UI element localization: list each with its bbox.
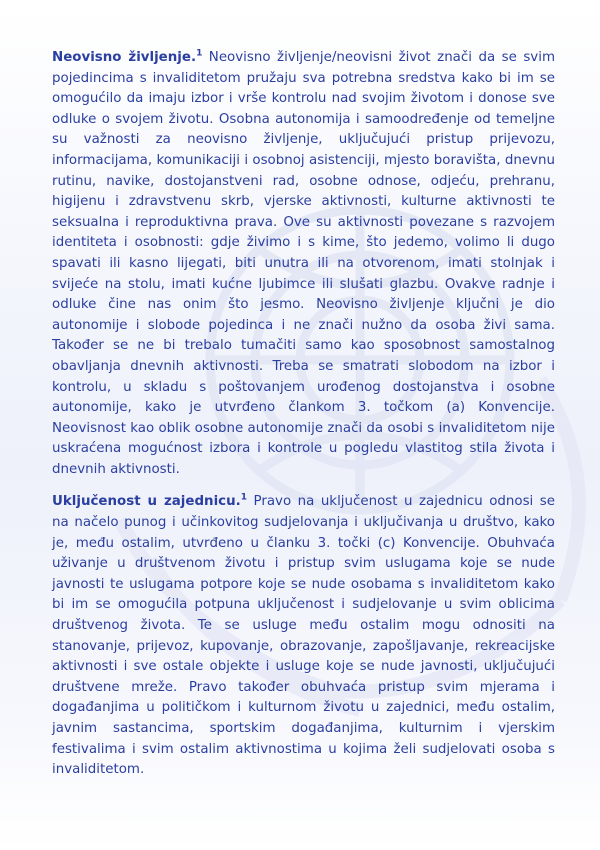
document-text	[52, 48, 555, 781]
paragraph-heading: Uključenost u zajednicu.	[52, 494, 241, 510]
paragraph-independent-living	[52, 48, 555, 480]
footnote-marker: 1	[196, 48, 203, 59]
paragraph-body: Neovisno življenje/neovisni život znači da se svim pojedincima s invaliditetom pružaju sva potrebna sredstva kako bi im se omogućilo da imaju izbor i vrše kontrolu nad svojim životom i donose sve odluke o svojem životu. Osobna autonomija i samoodređenje od temeljne su važnosti za neovisno življenje, uključujući pristup prijevozu, informacijama, komunikaciji i osobnoj asistenciji, mjesto boravišta, dnevnu rutinu, navike, dostojanstveni rad, osobne odnose, odjeću, prehranu, higijenu i zdravstvenu skrb, vjerske aktivnosti, kulturne aktivnosti te seksualna i reproduktivna prava. Ove su aktivnosti povezane s razvojem identiteta i osobnosti: gdje živimo i s kime, što jedemo, volimo li dugo spavati ili kasno lijegati, biti unutra ili na otvorenom, imati stolnjak i svijeće na stolu, imati kućne ljubimce ili slušati glazbu. Ovakve radnje i odluke čine nas onim što jesmo. Neovisno življenje ključni je dio autonomije i slobode pojedinca i ne znači nužno da osoba živi sama. Također se ne bi trebalo tumačiti samo kao sposobnost samostalnog obavljanja dnevnih aktivnosti. Treba se smatrati slobodom na izbor i kontrolu, u skladu s poštovanjem urođenog dostojanstva i osobne autonomije, kako je utvrđeno člankom 3. točkom (a) Konvencije. Neovisnost kao oblik osobne autonomije znači da osobi s invaliditetom nije uskraćena mogućnost izbora i kontrole u pogledu vlastitog stila života i dnevnih aktivnosti.	[52, 50, 555, 477]
paragraph-heading: Neovisno življenje.	[52, 50, 197, 65]
paragraph-community-inclusion	[52, 492, 555, 780]
footnote-marker: 1	[240, 493, 247, 503]
paragraph-body: Pravo na uključenost u zajednicu odnosi se na načelo punog i učinkovitog sudjelovanja i uključivanja u društvo, kako je, među ostalim, utvrđeno u članku 3. točki (c) Konvencije. Obuhvaća uživanje u društvenom životu i pristup svim uslugama koje se nude javnosti te uslugama potpore koje se nude osobama s invaliditetom kako bi im se omogućila potpuna uključenost i sudjelovanje u svim oblicima društvenog života. Te se usluge među ostalim mogu odnositi na stanovanje, prijevoz, kupovanje, obrazovanje, zapošljavanje, rekreacijske aktivnosti i sve ostale objekte i usluge koje se nude javnosti, uključujući društvene mreže. Pravo također obuhvaća pristup svim mjerama i događanjima u političkom i kulturnom životu u zajednici, među ostalim, javnim sastancima, sportskim događanjima, kulturnim i vjerskim festivalima i svim ostalim aktivnostima u kojima želi sudjelovati osoba s invaliditetom.	[52, 494, 555, 778]
